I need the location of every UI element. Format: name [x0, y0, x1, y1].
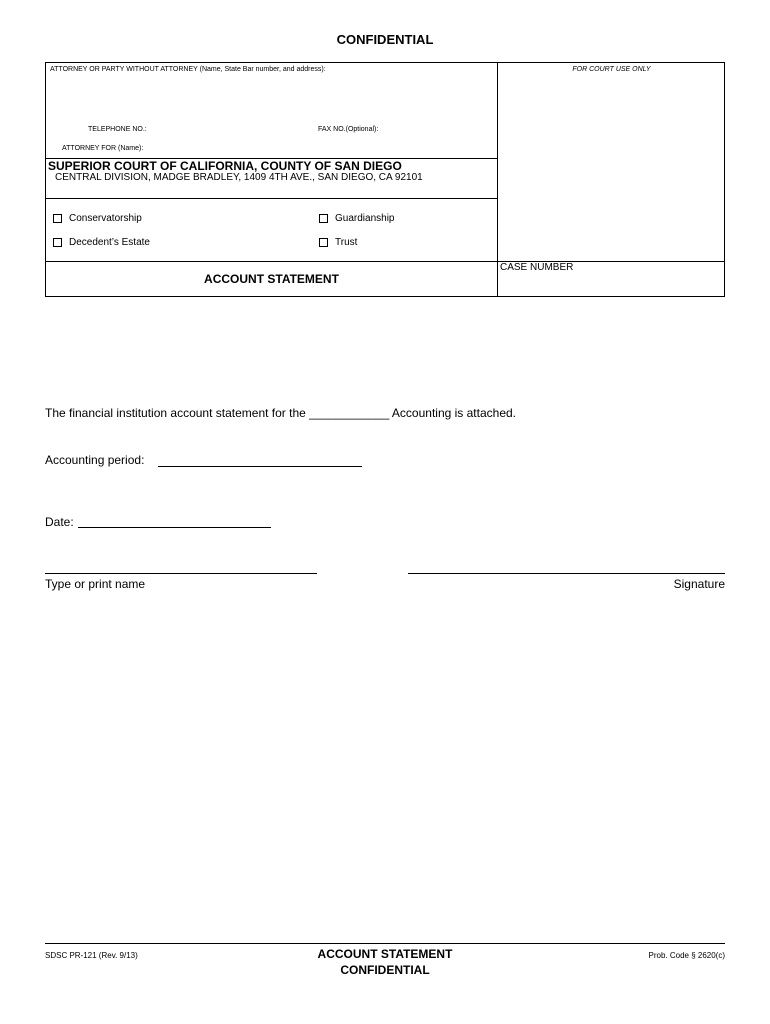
telephone-label: TELEPHONE NO.: — [88, 126, 147, 133]
form-title: ACCOUNT STATEMENT — [204, 272, 339, 286]
case-number-label: CASE NUMBER — [500, 262, 574, 273]
title-row-top-rule — [45, 261, 725, 262]
accounting-type-blank[interactable]: ____________ — [309, 406, 390, 420]
footer-code-ref: Prob. Code § 2620(c) — [648, 951, 725, 960]
statement-line — [45, 406, 516, 420]
trust-label: Trust — [335, 237, 358, 248]
accounting-period-field[interactable] — [158, 466, 362, 467]
date-label: Date: — [45, 515, 74, 529]
trust-checkbox[interactable] — [319, 238, 328, 247]
statement-suffix: Accounting is attached. — [389, 406, 516, 420]
signature-field[interactable] — [408, 573, 725, 574]
court-address: CENTRAL DIVISION, MADGE BRADLEY, 1409 4TH AVE., SAN DIEGO, CA 92101 — [55, 172, 423, 183]
guardianship-label: Guardianship — [335, 213, 395, 224]
decedents-estate-checkbox[interactable] — [53, 238, 62, 247]
conservatorship-checkbox[interactable] — [53, 214, 62, 223]
court-name: SUPERIOR COURT OF CALIFORNIA, COUNTY OF SAN DIEGO — [48, 159, 402, 173]
footer-subtitle: CONFIDENTIAL — [340, 963, 430, 977]
guardianship-checkbox[interactable] — [319, 214, 328, 223]
type-print-name-label: Type or print name — [45, 577, 146, 591]
court-use-label: FOR COURT USE ONLY — [572, 66, 651, 73]
court-address-bottom-rule — [45, 198, 498, 199]
date-field[interactable] — [78, 527, 271, 528]
attorney-label: ATTORNEY OR PARTY WITHOUT ATTORNEY (Name, State Bar number, and address): — [50, 66, 326, 73]
footer-form-number: SDSC PR-121 (Rev. 9/13) — [45, 951, 138, 960]
signature-label: Signature — [673, 577, 725, 591]
print-name-field[interactable] — [45, 573, 317, 574]
statement-prefix: The financial institution account statement for the — [45, 406, 310, 420]
footer-rule — [45, 943, 725, 944]
fax-label: FAX NO.(Optional): — [318, 126, 379, 133]
footer-title: ACCOUNT STATEMENT — [317, 947, 453, 961]
accounting-period-label: Accounting period: — [45, 453, 145, 467]
top-confidential-title: CONFIDENTIAL — [336, 32, 434, 47]
conservatorship-label: Conservatorship — [69, 213, 142, 224]
attorney-for-label: ATTORNEY FOR (Name): — [62, 145, 144, 152]
decedents-estate-label: Decedent’s Estate — [69, 237, 150, 248]
